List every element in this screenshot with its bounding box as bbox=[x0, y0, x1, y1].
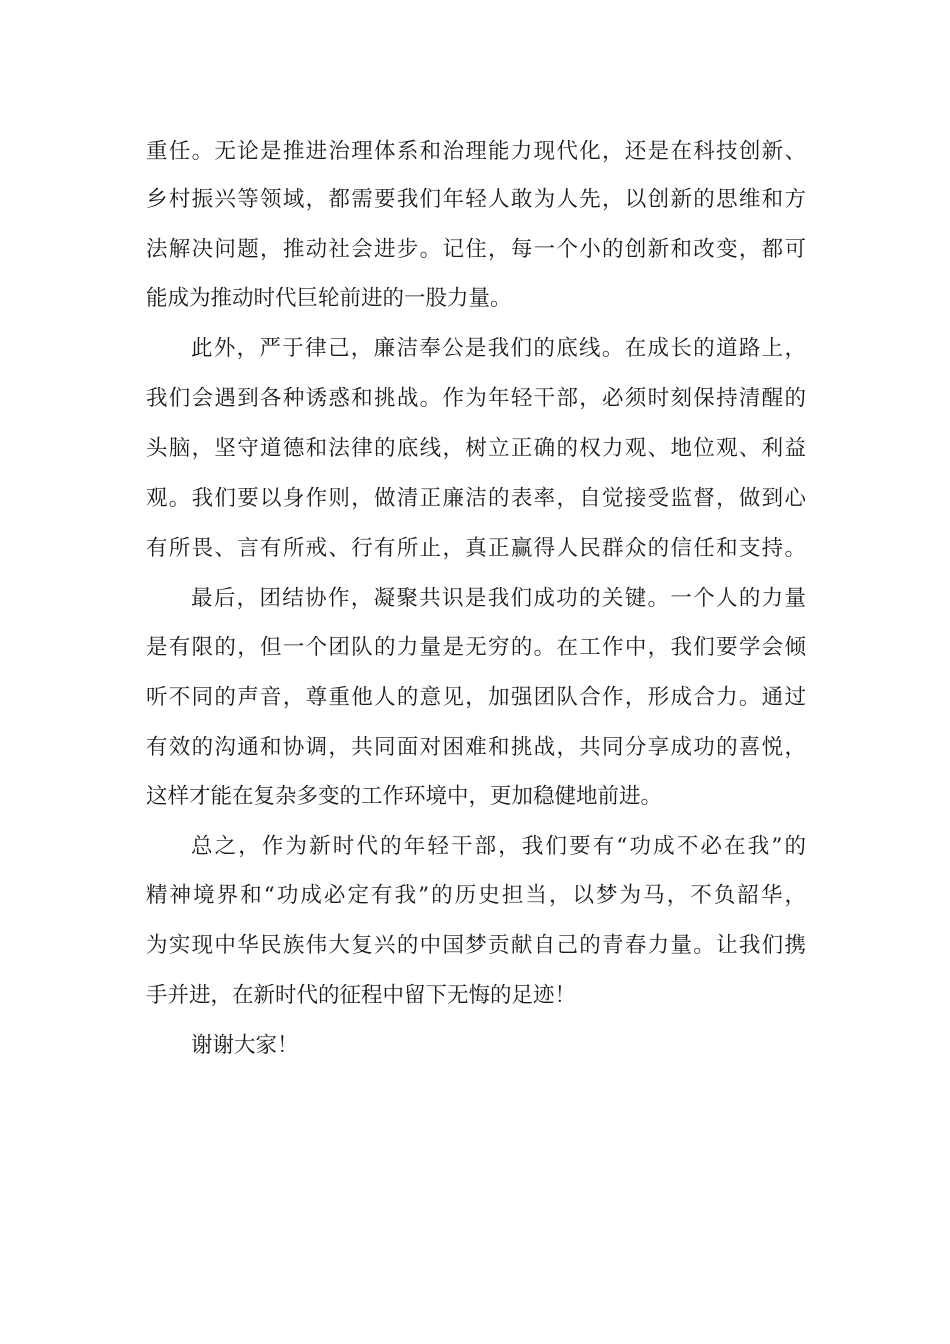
text-line: 手并进，在新时代的征程中留下无悔的足迹！ bbox=[146, 983, 577, 1008]
text-line: 精神境界和“功成必定有我”的历史担当，以梦为马，不负韶华， bbox=[146, 883, 806, 908]
text-line: 乡村振兴等领域，都需要我们年轻人敢为人先，以创新的思维和方 bbox=[146, 187, 806, 212]
closing-line: 谢谢大家！ bbox=[191, 1033, 299, 1058]
text-line: 能成为推动时代巨轮前进的一股力量。 bbox=[146, 286, 512, 311]
text-line: 观。我们要以身作则，做清正廉洁的表率，自觉接受监督，做到心 bbox=[146, 486, 806, 511]
text-line: 头脑，坚守道德和法律的底线，树立正确的权力观、地位观、利益 bbox=[146, 436, 806, 461]
text-line: 重任。无论是推进治理体系和治理能力现代化，还是在科技创新、 bbox=[146, 139, 806, 164]
text-line: 为实现中华民族伟大复兴的中国梦贡献自己的青春力量。让我们携 bbox=[146, 933, 806, 958]
text-line: 听不同的声音，尊重他人的意见，加强团队合作，形成合力。通过 bbox=[146, 685, 806, 710]
text-line: 这样才能在复杂多变的工作环境中，更加稳健地前进。 bbox=[146, 784, 663, 809]
text-line: 法解决问题，推动社会进步。记住，每一个小的创新和改变，都可 bbox=[146, 237, 806, 262]
text-line: 我们会遇到各种诱惑和挑战。作为年轻干部，必须时刻保持清醒的 bbox=[146, 386, 806, 411]
text-line: 总之，作为新时代的年轻干部，我们要有“功成不必在我”的 bbox=[191, 834, 806, 859]
text-line: 是有限的，但一个团队的力量是无穷的。在工作中，我们要学会倾 bbox=[146, 635, 806, 660]
text-line: 有所畏、言有所戒、行有所止，真正赢得人民群众的信任和支持。 bbox=[146, 536, 806, 561]
text-line: 最后，团结协作，凝聚共识是我们成功的关键。一个人的力量 bbox=[191, 586, 806, 611]
text-line: 此外，严于律己，廉洁奉公是我们的底线。在成长的道路上， bbox=[191, 336, 806, 361]
text-line: 有效的沟通和协调，共同面对困难和挑战，共同分享成功的喜悦， bbox=[146, 735, 806, 760]
